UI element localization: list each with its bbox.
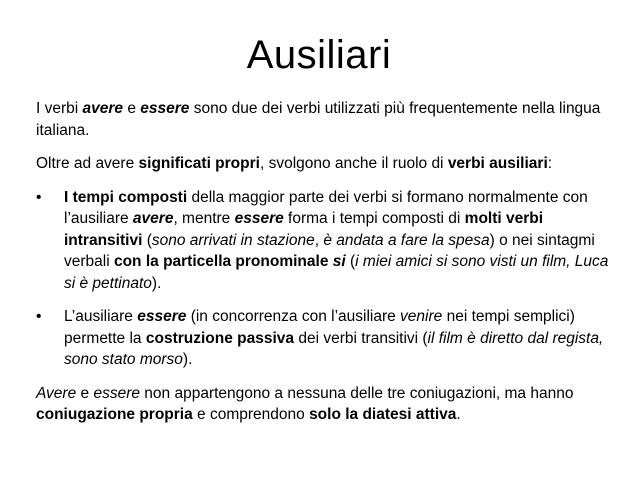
text: dei verbi transitivi (: [294, 329, 428, 347]
term-molti-verbi-intransitivi: molti verbi intransitivi: [64, 210, 544, 249]
text: della maggior parte dei verbi si formano normalmente con l’ausiliare: [64, 188, 588, 227]
text: non appartengono a nessuna delle tre coniugazioni, ma hanno: [139, 384, 574, 402]
term-tempi-composti: I tempi composti: [64, 188, 188, 206]
term-si: si: [332, 253, 346, 270]
example-text: i miei amici si sono visti un film, Luca si è pettinato: [64, 253, 609, 292]
example-text: è andata a fare la spesa: [323, 231, 490, 249]
text: (in concorrenza con l’ausiliare: [186, 308, 401, 325]
text: ,: [314, 231, 324, 249]
text: e: [123, 100, 141, 117]
text: ).: [151, 274, 162, 292]
roles-paragraph: [36, 153, 610, 175]
text: , svolgono anche il ruolo di: [259, 155, 448, 172]
intro-paragraph: [36, 98, 610, 141]
term-venire: venire: [400, 308, 443, 325]
term-avere: avere: [132, 210, 174, 227]
term-significati-propri: significati propri: [138, 155, 260, 172]
text: (: [142, 231, 152, 249]
term-verbi-ausiliari: verbi ausiliari: [447, 155, 548, 172]
text: , mentre: [173, 210, 235, 227]
slide-title: Ausiliari: [246, 33, 392, 77]
text: :: [547, 155, 553, 172]
slide-body: [36, 98, 610, 438]
term-diatesi-attiva: solo la diatesi attiva: [309, 406, 457, 423]
term-avere: Avere: [36, 384, 77, 402]
text: e: [76, 384, 94, 402]
term-essere: essere: [234, 210, 284, 227]
example-text: sono arrivati in stazione: [151, 231, 315, 249]
bullet-ausiliare-essere: [36, 306, 610, 371]
text: .: [456, 406, 461, 423]
text: L’ausiliare: [64, 308, 138, 325]
example-text: il film è diretto dal regista, sono stato morso: [64, 329, 604, 368]
term-costruzione-passiva: costruzione passiva: [145, 329, 295, 347]
text: Oltre ad avere: [36, 155, 139, 172]
conclusion-paragraph: [36, 383, 610, 426]
term-essere: essere: [137, 308, 187, 325]
term-essere: essere: [140, 100, 190, 117]
term-avere: avere: [82, 100, 124, 117]
term-essere: essere: [93, 384, 140, 402]
term-coniugazione-propria: coniugazione propria: [36, 406, 193, 423]
text: nei tempi semplici) permette la: [64, 308, 575, 347]
text: e comprendono: [192, 406, 310, 423]
bullet-dot: •: [36, 188, 42, 206]
text: (: [345, 253, 356, 270]
text: I verbi: [36, 100, 83, 117]
text: sono due dei verbi utilizzati più frequentemente nella lingua italiana.: [36, 100, 601, 139]
term-particella-pronominale: con la particella pronominale: [113, 253, 333, 270]
bullet-dot: •: [36, 308, 42, 325]
bullet-tempi-composti: [36, 187, 610, 295]
text: ).: [182, 351, 193, 368]
text: ) o nei sintagmi verbali: [64, 231, 595, 270]
text: forma i tempi composti di: [283, 210, 465, 227]
